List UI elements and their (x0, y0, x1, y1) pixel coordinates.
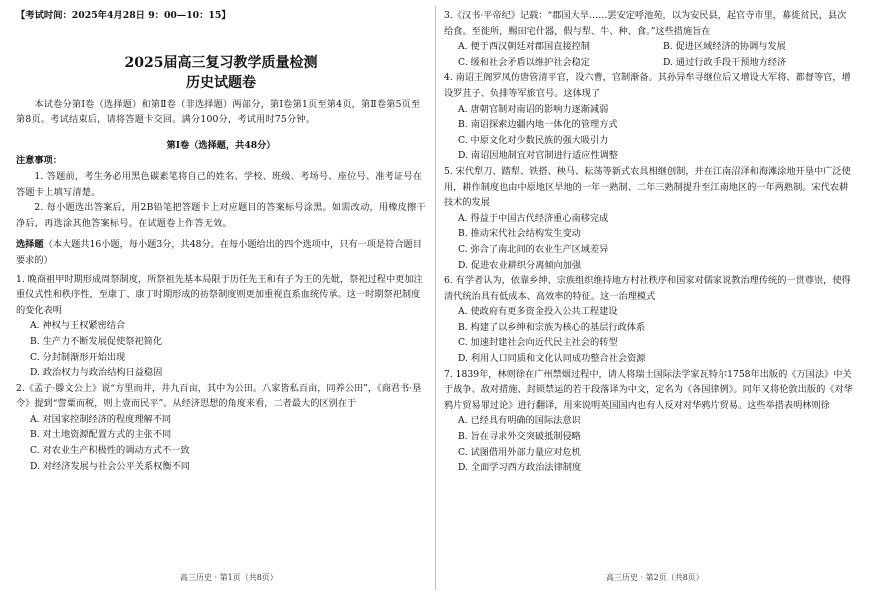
option-c: C. 试图借用外部力量应对危机 (458, 446, 581, 458)
option-d: D. 通过行政手段干预地方经济 (663, 56, 787, 68)
option-b: B. 推动宋代社会结构发生变动 (458, 228, 581, 240)
column-divider (435, 6, 436, 590)
option-d: D. 利用人口同质和文化认同成功整合社会资源 (458, 353, 646, 365)
intro-paragraph: 本试卷分第Ⅰ卷（选择题）和第Ⅱ卷（非选择题）两部分，第Ⅰ卷第1页至第4页，第Ⅱ卷第5页至第8页。考试结束后，请将答题卡交回。满分100分，考试用时75分钟。 (16, 98, 421, 126)
question-3 (444, 8, 854, 70)
option-c: C. 缓和社会矛盾以维护社会稳定 (458, 56, 590, 68)
question-6 (444, 273, 854, 367)
question-4 (444, 70, 854, 164)
option-c: C. 弥合了南北间的农业生产区域差异 (458, 243, 609, 255)
option-b: B. 南诏探索边疆内地一体化的管理方式 (458, 119, 618, 131)
question-5 (444, 164, 854, 273)
question-stem: 6. 有学者认为，依靠乡绅、宗族组织维持地方村社秩序和国家对儒家说教治理传统的一贯尊崇，使得清代统治具有低成本、高效率的特征。这一治理模式 (444, 275, 851, 302)
page-footer-2: 高三历史 · 第2页（共8页） (606, 573, 704, 582)
question-stem: 5. 宋代犁刀、踏犁、铁搭、秧马、耘荡等新式农具相继创制，并在江南沼泽和海滩涂地开垦中广泛使用，耕作制度也由中原地区旱地的一年一熟制、二年三熟制提升至江南地区的一年两熟制。宋代农耕技术的发展 (444, 165, 851, 209)
notice-item-1: 1. 答题前，考生务必用黑色碳素笔将自己的姓名、学校、班级、考场号、座位号、准考证号在答题卡上填写清楚。 (16, 170, 423, 198)
notice-item-2: 2. 每小题选出答案后，用2B铅笔把答题卡上对应题目的答案标号涂黑。如需改动，用橡皮擦干净后，再选涂其他答案标号。在试题卷上作答无效。 (16, 202, 426, 229)
option-a: A. 便于西汉朝廷对郡国直接控制 (458, 41, 590, 53)
option-c: C. 分封制渐形开始出现 (30, 351, 126, 363)
exam-time: 【考试时间：2025年4月28日 9：00—10：15】 (16, 10, 231, 21)
option-a: A. 使政府有更多资金投入公共工程建设 (458, 306, 618, 318)
option-a: A. 唐朝官制对南诏的影响力逐渐减弱 (458, 103, 609, 115)
option-c: C. 加速封建社会向近代民主社会的转型 (458, 337, 618, 349)
option-b: B. 促进区域经济的协调与发展 (663, 41, 786, 53)
option-b: B. 旨在寻求外交突破抵制侵略 (458, 431, 581, 443)
option-d: D. 全面学习西方政治法律制度 (458, 462, 582, 474)
choice-instructions (16, 237, 426, 268)
choice-heading: 选择题 (16, 239, 44, 251)
exam-subtitle: 历史试题卷 (186, 74, 256, 91)
option-a: A. 神权与王权紧密结合 (30, 320, 126, 332)
choice-description: （本大题共16小题，每小题3分，共48分。在每小题给出的四个选项中，只有一项是符合题目要求的） (16, 239, 422, 266)
option-a: A. 已经具有明确的国际法意识 (458, 415, 581, 427)
option-b: B. 生产力不断发展促使祭祀简化 (30, 335, 163, 347)
option-c: C. 对农业生产积极性的调动方式不一致 (30, 445, 190, 457)
question-stem: 3.《汉书·平帝纪》记载：“郡国大旱……罢安定呼池苑，以为安民县，起官寺市里，募徙贫民，县次给食。至徙所，赐田宅什器，假与犁、牛、种、食。”这些措施旨在 (444, 10, 847, 37)
option-d: D. 对经济发展与社会公平关系权衡不同 (30, 460, 190, 472)
question-stem: 4. 南诏王阁罗凤仿唐管清平官，设六曹，官制渐备。其孙异牟寻继位后又增设大军将、都督等官，增设罗苴子、负排等军旅官号。这体现了 (444, 72, 851, 99)
exam-title: 2025届高三复习教学质量检测 (124, 54, 318, 71)
options-grid (444, 39, 854, 70)
page-footer-1: 高三历史 · 第1页（共8页） (180, 573, 278, 582)
option-d: D. 政治权力与政治结构日益稳固 (30, 367, 163, 379)
section-heading: 第Ⅰ卷（选择题，共48分） (166, 139, 276, 151)
option-d: D. 南诏因地制宜对官制进行适应性调整 (458, 150, 618, 162)
question-stem: 1. 晚商祖甲时期形成周祭制度，所祭祖先基本局限于历任先王和有子为王的先妣，祭祀过程中更加注重仪式性和秩序性，至康丁、康丁时期形成的祊祭制度则更加重视直系血统传承。这一时期祭祀制度的变化表明 (16, 273, 423, 316)
question-7 (444, 367, 854, 476)
question-stem: 2.《孟子·滕文公上》说“方里而井，井九百亩，其中为公田。八家皆私百亩，同养公田”，《商君书·垦令》提到“訾粟而税，则上壹而民平”。从经济思想的角度来看，二者最大的区别在于 (16, 382, 422, 410)
question-stem: 7. 1839年，林则徐在广州禁烟过程中，请人将瑞士国际法学家瓦特尔1758年出版的《万国法》中关于战争、敌对措施、封锁禁运的若干段落译为中文，定名为《各国律例》。同年又将伦敦出版的《对华鸦片贸易罪过论》进行翻译，用来说明英国国内也有人反对对华鸦片贸易。这些举措表明林则徐 (444, 368, 853, 411)
option-d: D. 促进农业耕织分离倾向加强 (458, 259, 582, 271)
right-column (444, 8, 854, 476)
option-a: A. 得益于中国古代经济重心南移完成 (458, 212, 609, 224)
option-a: A. 对国家控制经济的程度理解不同 (30, 413, 172, 425)
left-column (16, 8, 426, 474)
option-b: B. 对土地资源配置方式的主张不同 (30, 429, 172, 441)
question-1 (16, 272, 426, 381)
question-2 (16, 381, 426, 475)
notice-heading: 注意事项： (16, 155, 62, 167)
option-b: B. 构建了以乡绅和宗族为核心的基层行政体系 (458, 321, 646, 333)
option-c: C. 中原文化对少数民族的强大吸引力 (458, 134, 609, 146)
